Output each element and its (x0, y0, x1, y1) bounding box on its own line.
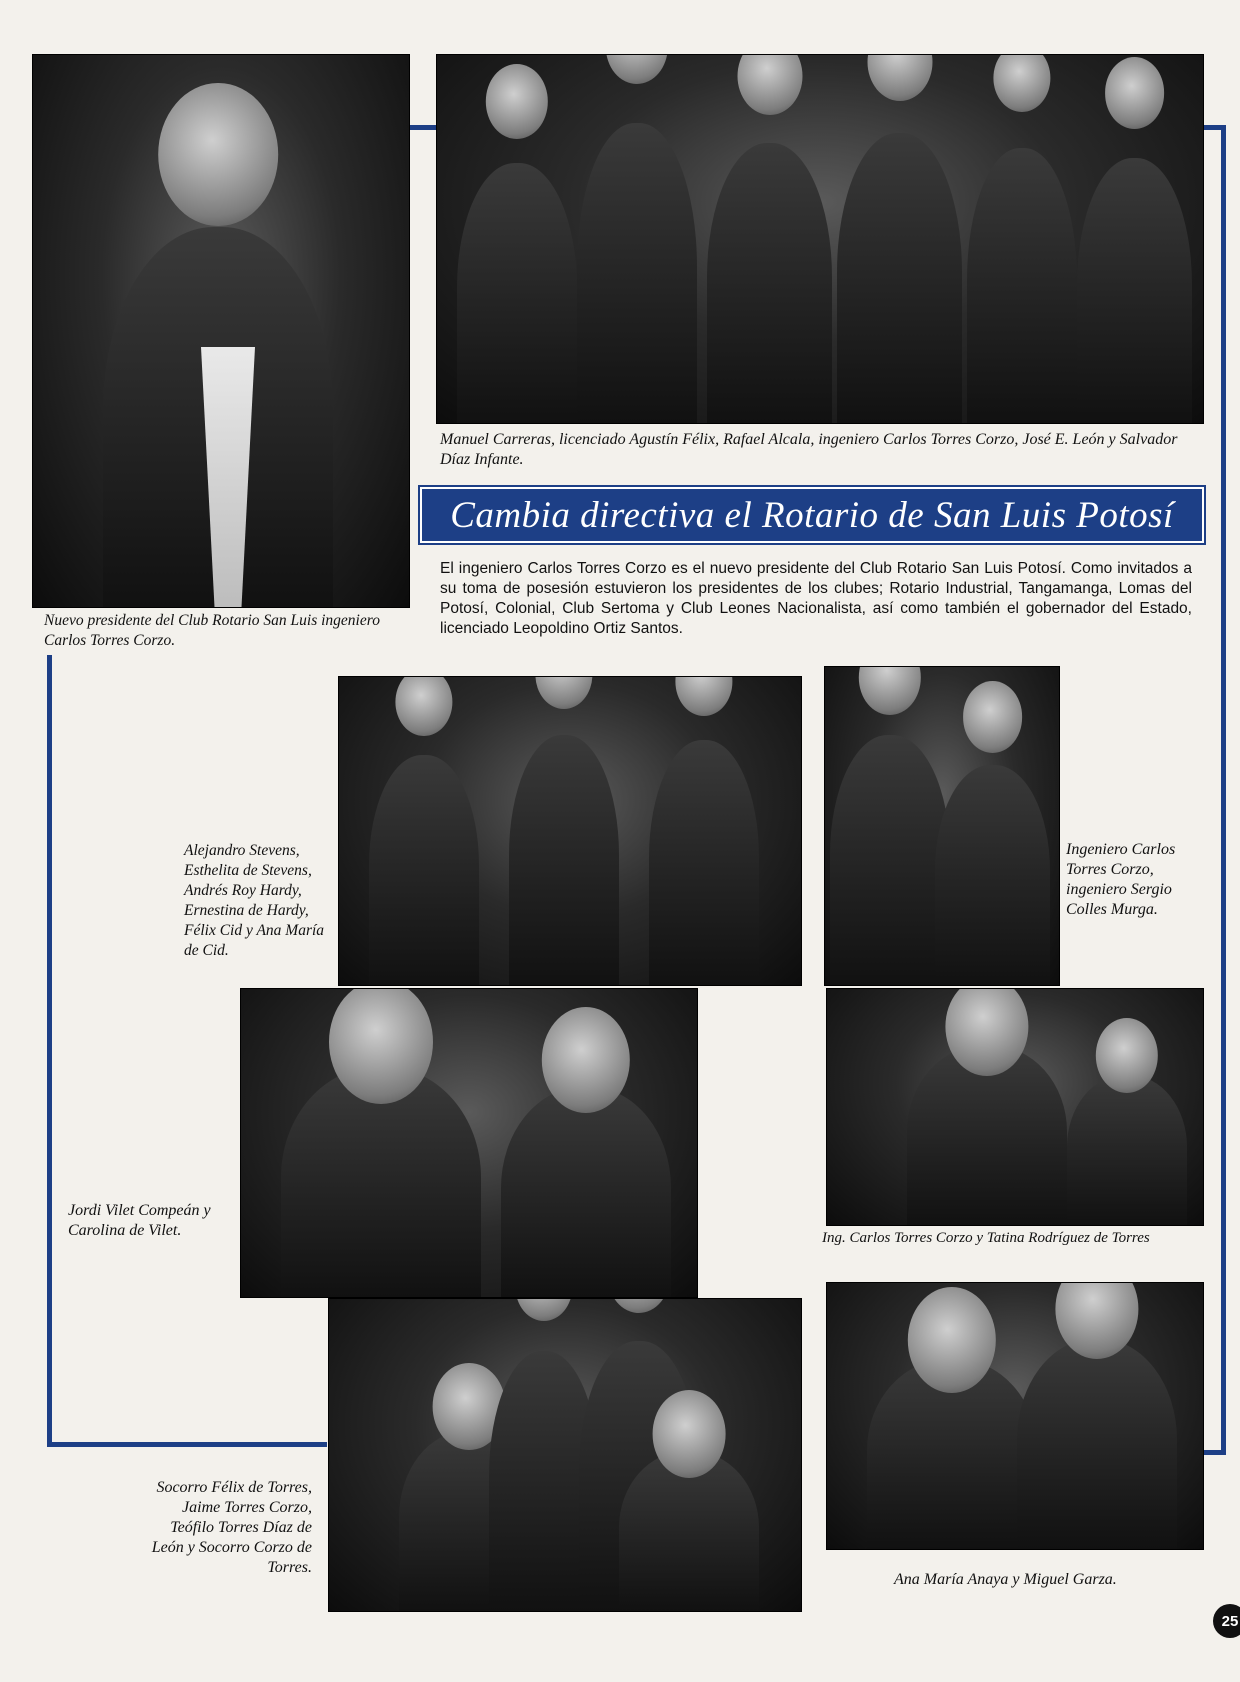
photo-torres-colles (824, 666, 1060, 986)
person-silhouette (281, 1067, 481, 1297)
page-number: 25 (1213, 1604, 1240, 1638)
photo-vilet (240, 988, 698, 1298)
article-body: El ingeniero Carlos Torres Corzo es el nuevo presidente del Club Rotario San Luis Potosí. Como invitados a su toma de posesión estuvieron los presidentes de los clubes; Rotario Industrial, Tangamanga, Lomas del Potosí, Colonial, Club Sertoma y Club Leones Nacionalista, así como también el gobernador del Estado, licenciado Leopoldino Ortiz Santos. (440, 560, 1192, 637)
caption-felix-torres: Socorro Félix de Torres, Jaime Torres Corzo, Teófilo Torres Díaz de León y Socorro Corzo de Torres. (151, 1479, 312, 1576)
person-silhouette (1067, 1075, 1187, 1225)
person-silhouette (1077, 158, 1192, 423)
person-silhouette (867, 1359, 1037, 1549)
person-silhouette (837, 133, 962, 423)
person-silhouette (935, 765, 1050, 985)
person-silhouette (501, 1087, 671, 1297)
person-silhouette (907, 1045, 1067, 1225)
photo-felix-torres (328, 1298, 802, 1612)
person-silhouette (1017, 1339, 1177, 1549)
person-silhouette (619, 1451, 759, 1611)
caption-torres-rodriguez: Ing. Carlos Torres Corzo y Tatina Rodríguez de Torres (822, 1230, 1150, 1246)
caption-stevens-table: Alejandro Stevens, Esthelita de Stevens, Andrés Roy Hardy, Ernestina de Hardy, Félix Cid y Ana María de Cid. (184, 842, 325, 959)
caption-torres-colles: Ingeniero Carlos Torres Corzo, ingeniero Sergio Colles Murga. (1066, 841, 1176, 918)
photo-anaya-garza (826, 1282, 1204, 1550)
article-title-bar (420, 487, 1204, 543)
photo-group-six (436, 54, 1204, 424)
frame-line-right (1221, 125, 1226, 1455)
photo-torres-rodriguez (826, 988, 1204, 1226)
person-silhouette (509, 735, 619, 985)
person-silhouette (457, 163, 577, 423)
person-silhouette (707, 143, 832, 423)
person-silhouette (649, 740, 759, 985)
caption-vilet: Jordi Vilet Compeán y Carolina de Vilet. (68, 1202, 211, 1239)
photo-new-president (32, 54, 410, 608)
caption-group-six: Manuel Carreras, licenciado Agustín Félix, Rafael Alcala, ingeniero Carlos Torres Corzo, José E. León y Salvador Díaz Infante. (440, 431, 1178, 468)
person-silhouette (369, 755, 479, 985)
caption-anaya-garza: Ana María Anaya y Miguel Garza. (894, 1571, 1117, 1588)
article-title: Cambia directiva el Rotario de San Luis Potosí (450, 494, 1174, 536)
photo-stevens-table (338, 676, 802, 986)
person-silhouette (830, 735, 950, 985)
person-silhouette (967, 148, 1077, 423)
frame-line-bottom (47, 1442, 327, 1447)
caption-new-president: Nuevo presidente del Club Rotario San Luis ingeniero Carlos Torres Corzo. (44, 612, 380, 649)
person-silhouette (577, 123, 697, 423)
frame-line-left (47, 655, 52, 1447)
